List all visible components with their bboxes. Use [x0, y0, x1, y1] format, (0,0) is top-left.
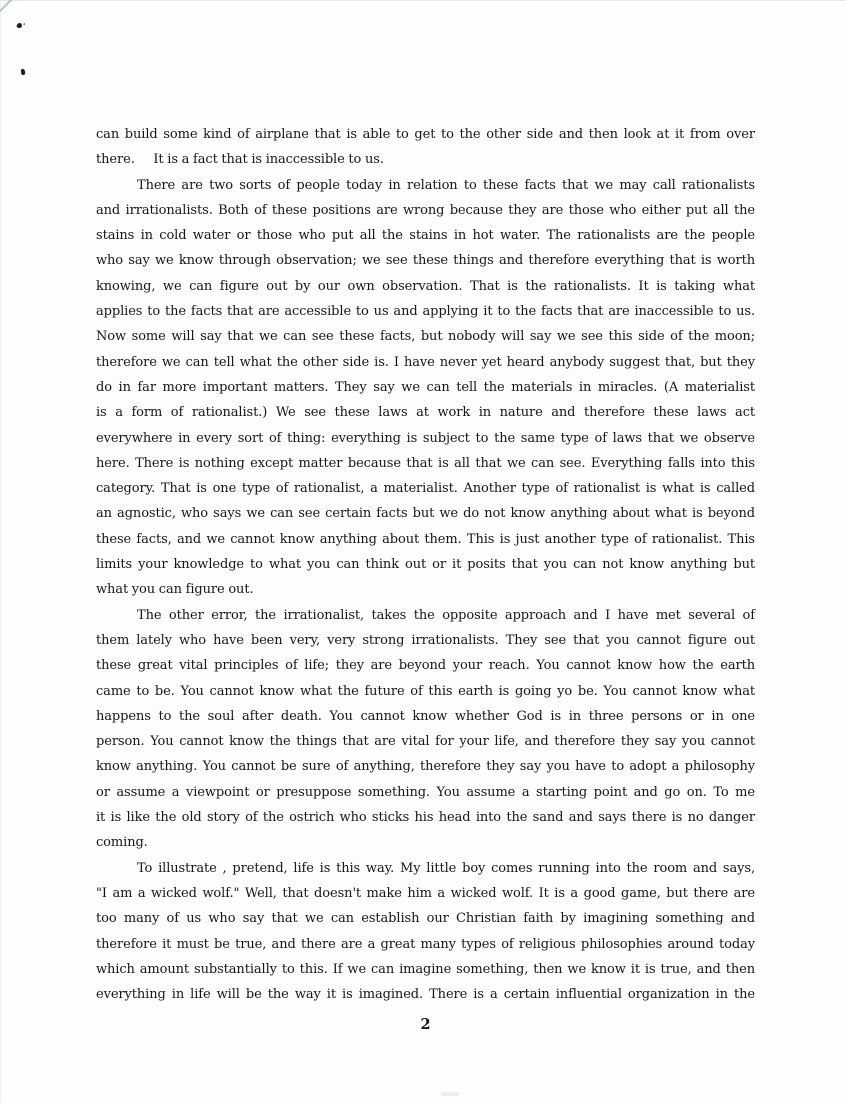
text-line: applies to the facts that are accessible to us and applying it to the facts that are inaccessible to us. [96, 304, 755, 320]
text-line: stains in cold water or those who put all the stains in hot water. The rationalists are the people [96, 228, 755, 244]
text-line: is a form of rationalist.) We see these laws at work in nature and therefore these laws act [96, 405, 755, 421]
text-line: limits your knowledge to what you can think out or it posits that you can not know anything but [96, 557, 755, 573]
text-line: these great vital principles of life; they are beyond your reach. You cannot know how the earth [96, 658, 755, 674]
text-line: can build some kind of airplane that is able to get to the other side and then look at it from over [96, 127, 755, 142]
text-line: an agnostic, who says we can see certain facts but we do not know anything about what is beyond [96, 506, 755, 522]
ink-speck [21, 69, 26, 76]
text-line: what you can figure out. [96, 582, 254, 598]
text-line: who say we know through observation; we see these things and therefore everything that is worth [96, 253, 755, 269]
text-line: them lately who have been very, very strong irrationalists. They see that you cannot figure out [96, 632, 755, 648]
scan-corner-mark [0, 0, 13, 14]
ink-speck [16, 22, 22, 28]
text-line: person. You cannot know the things that are vital for your life, and therefore they say you cannot [96, 734, 755, 750]
text-line: know anything. You cannot be sure of anything, therefore they say you have to adopt a philosophy [96, 759, 755, 775]
paragraph [96, 122, 755, 173]
paragraph [96, 603, 755, 856]
text-line: and irrationalists. Both of these positions are wrong because they are those who either put all the [96, 202, 755, 218]
text-line: came to be. You cannot know what the future of this earth is going yo be. You cannot know what [96, 683, 755, 699]
text-line: these facts, and we cannot know anything about them. This is just another type of rationalist. This [96, 531, 755, 547]
text-line: knowing, we can figure out by our own observation. That is the rationalists. It is taking what [96, 278, 755, 294]
text-line: Now some will say that we can see these facts, but nobody will say we see this side of the moon; [96, 329, 755, 345]
paragraph [96, 173, 755, 603]
text-line: there. It is a fact that is inaccessible to us. [96, 152, 384, 168]
text-line: "I am a wicked wolf." Well, that doesn't make him a wicked wolf. It is a good game, but there are [96, 885, 755, 901]
text-line: too many of us who say that we can establish our Christian faith by imagining something and [96, 911, 755, 927]
paragraph [96, 856, 755, 1008]
text-line: The other error, the irrationalist, takes the opposite approach and I have met several of [137, 607, 755, 623]
text-line: do in far more important matters. They say we can tell the materials in miracles. (A materialist [96, 379, 755, 395]
text-line: it is like the old story of the ostrich who sticks his head into the sand and says there is no danger [96, 810, 755, 826]
text-line: therefore we can tell what the other side is. I have never yet heard anybody suggest that, but they [96, 354, 755, 370]
text-line: which amount substantially to this. If we can imagine something, then we know it is true, and then [96, 961, 755, 977]
text-line: There are two sorts of people today in relation to these facts that we may call rationalists [137, 177, 755, 193]
text-line: everywhere in every sort of thing: everything is subject to the same type of laws that we observe [96, 430, 755, 446]
text-line: happens to the soul after death. You cannot know whether God is in three persons or in one [96, 708, 755, 724]
page-number: 2 [420, 1016, 431, 1033]
page-text [96, 122, 755, 1007]
text-line: therefore it must be true, and there are a great many types of religious philosophies around today [96, 936, 755, 952]
scan-smudge [441, 1092, 459, 1096]
text-line: To illustrate , pretend, life is this way. My little boy comes running into the room and says, [137, 860, 755, 876]
text-line: or assume a viewpoint or presuppose something. You assume a starting point and go on. To me [96, 784, 755, 800]
text-line: here. There is nothing except matter because that is all that we can see. Everything falls into this [96, 455, 755, 471]
text-line: category. That is one type of rationalist, a materialist. Another type of rationalist is what is called [96, 481, 755, 497]
text-line: coming. [96, 835, 148, 851]
text-line: everything in life will be the way it is imagined. There is a certain influential organization in the [96, 987, 755, 1003]
